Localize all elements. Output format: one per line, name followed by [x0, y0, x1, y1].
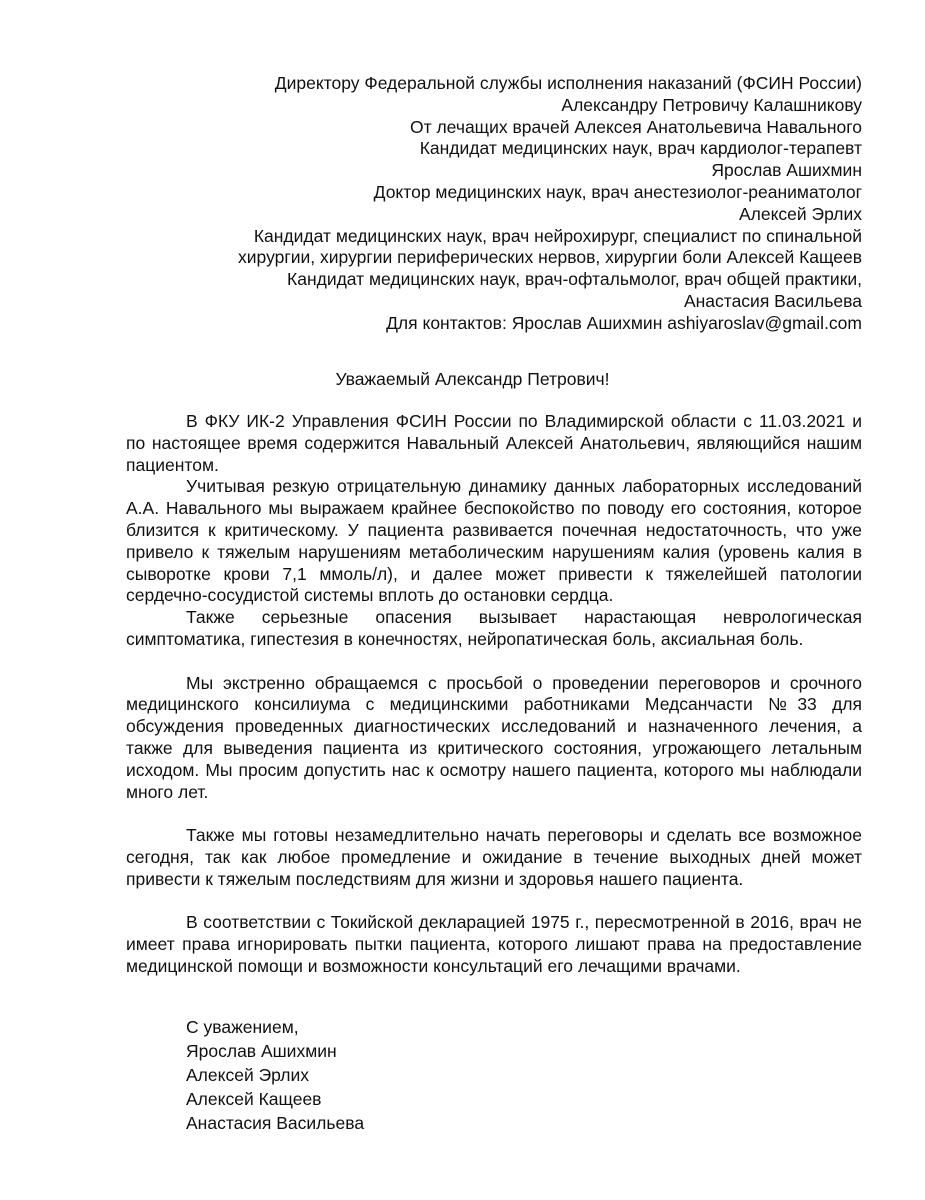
- body-paragraph-5: Также мы готовы незамедлительно начать переговоры и сделать все возможное сегодня, так как любое промедление и ожидание в течение выходных дней может привести к тяжелым последствиям для жизни и здоровья нашего пациента.: [126, 825, 862, 889]
- header-line-doctor1-title: Кандидат медицинских наук, врач кардиолог-терапевт: [419, 138, 862, 159]
- header-line-doctor3-title-cont: хирургии, хирургии периферических нервов, хирургии боли Алексей Кащеев: [238, 247, 862, 268]
- header-line-recipient-name: Александру Петровичу Калашникову: [561, 94, 862, 115]
- body-paragraph-3: Также серьезные опасения вызывает нарастающая неврологическая симптоматика, гипестезия в конечностях, нейропатическая боль, аксиальная боль.: [126, 607, 862, 649]
- addressee-block: [202, 73, 862, 335]
- letter-body: [126, 411, 862, 978]
- closing-regards: С уважением,: [186, 1017, 299, 1037]
- header-line-doctor4-name: Анастасия Васильева: [683, 290, 862, 311]
- body-paragraph-4: Мы экстренно обращаемся с просьбой о проведении переговоров и срочного медицинского консилиума с медицинскими работниками Медсанчасти №33 для обсуждения проведенных диагностических исследований и назначенного лечения, а также для выведения пациента из критического состояния, угрожающего летальным исходом. Мы просим допустить нас к осмотру нашего пациента, которого мы наблюдали много лет.: [126, 672, 862, 802]
- header-line-doctor4-title: Кандидат медицинских наук, врач-офтальмолог, врач общей практики,: [287, 269, 862, 290]
- body-paragraph-2: Учитывая резкую отрицательную динамику данных лабораторных исследований А.А. Навального мы выражаем крайнее беспокойство по поводу его состояния, которое близится к критическому. У пациента развивается почечная недостаточность, что уже привело к тяжелым нарушениям метаболическим нарушениям калия (уровень калия в сыворотке крови 7,1 ммоль/л), и далее может привести к тяжелейшей патологии сердечно-сосудистой системы вплоть до остановки сердца.: [126, 476, 862, 606]
- signatory-4: Анастасия Васильева: [186, 1113, 365, 1133]
- signatory-1: Ярослав Ашихмин: [186, 1041, 337, 1061]
- signatory-3: Алексей Кащеев: [186, 1089, 322, 1109]
- header-line-doctor1-name: Ярослав Ашихмин: [711, 160, 862, 181]
- header-line-recipient-title: Директору Федеральной службы исполнения наказаний (ФСИН России): [274, 73, 862, 93]
- header-line-doctor3-title: Кандидат медицинских наук, врач нейрохирург, специалист по спинальной: [253, 225, 862, 246]
- header-line-from: От лечащих врачей Алексея Анатольевича Навального: [409, 116, 862, 137]
- header-line-doctor2-title: Доктор медицинских наук, врач анестезиолог-реаниматолог: [373, 181, 862, 202]
- closing-block: [186, 1015, 586, 1135]
- signatory-2: Алексей Эрлих: [186, 1065, 310, 1085]
- body-paragraph-6: В соответствии с Токийской декларацией 1975 г., пересмотренной в 2016, врач не имеет права игнорировать пытки пациента, которого лишают права на предоставление медицинской помощи и возможности консультаций его лечащими врачами.: [126, 912, 862, 976]
- body-paragraph-1: В ФКУ ИК-2 Управления ФСИН России по Владимирской области с 11.03.2021 и по настоящее время содержится Навальный Алексей Анатольевич, являющийся нашим пациентом.: [126, 411, 862, 475]
- header-line-doctor2-name: Алексей Эрлих: [738, 203, 862, 224]
- salutation: Уважаемый Александр Петрович!: [335, 369, 610, 389]
- header-line-contacts: Для контактов: Ярослав Ашихмин ashiyaroslav@gmail.com: [386, 312, 862, 333]
